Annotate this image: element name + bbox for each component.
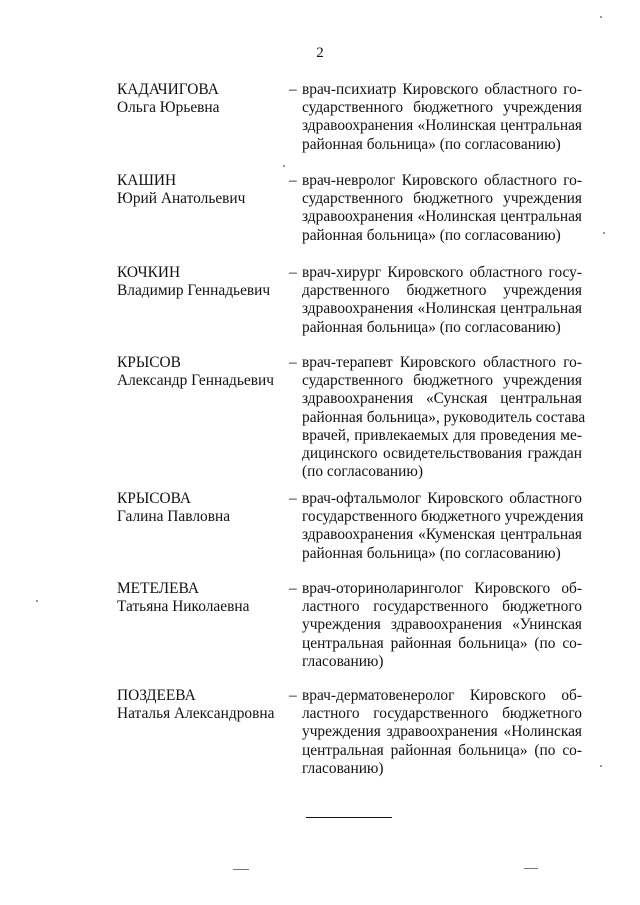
end-of-list-rule [306, 817, 392, 818]
member-entry [117, 264, 607, 337]
member-name [117, 490, 289, 563]
dash-separator: – [289, 354, 297, 371]
scan-speck [36, 600, 38, 602]
position-line: здравоохранения «Куменская центральная [302, 526, 582, 544]
position-line: центральная районная больница» (по со- [302, 634, 582, 652]
member-given-name: Наталья Александровна [117, 705, 275, 723]
member-given-name: Галина Павловна [117, 508, 231, 526]
position-line: районная больница», руководитель состава [302, 408, 586, 426]
member-surname: МЕТЕЛЕВА [117, 580, 199, 597]
position-line: ластного государственного бюджетного [302, 705, 582, 723]
member-name [117, 81, 289, 154]
member-given-name: Татьяна Николаевна [117, 598, 250, 616]
position-line: врач-терапевт Кировского областного го- [302, 354, 582, 371]
position-line: учреждения здравоохранения «Нолинская [302, 723, 582, 741]
position-line: дарственного бюджетного учреждения [302, 282, 582, 300]
position-line: врач-дерматовенеролог Кировского об- [302, 687, 582, 704]
position-line: врач-психиатр Кировского областного го- [302, 81, 582, 98]
scan-speck [600, 16, 602, 18]
page-number: 2 [316, 45, 324, 61]
scan-mark [524, 868, 538, 869]
position-line: врач-оториноларинголог Кировского об- [302, 580, 582, 597]
position-line: сударственного бюджетного учреждения [302, 372, 582, 390]
member-entry [117, 490, 607, 563]
member-entry [117, 172, 607, 245]
dash-separator: – [289, 490, 297, 507]
dash-separator: – [289, 81, 297, 98]
scan-mark [233, 869, 249, 870]
scan-speck [603, 232, 605, 234]
position-line: районная больница» (по согласованию) [302, 318, 561, 336]
member-given-name: Александр Геннадьевич [117, 372, 274, 390]
position-line: врач-офтальмолог Кировского областного [302, 490, 582, 507]
member-surname: КРЫСОВА [117, 490, 192, 507]
scan-speck [283, 165, 285, 167]
member-position [302, 264, 582, 337]
position-line: врач-невролог Кировского областного го- [302, 172, 582, 189]
position-line: государственного бюджетного учреждения [302, 508, 584, 526]
member-given-name: Ольга Юрьевна [117, 99, 220, 117]
member-surname: КАДАЧИГОВА [117, 81, 219, 98]
member-given-name: Владимир Геннадьевич [117, 282, 271, 300]
position-line: здравоохранения «Нолинская центральная [302, 300, 582, 318]
member-position [302, 354, 586, 481]
member-entry [117, 687, 607, 778]
position-line: центральная районная больница» (по со- [302, 741, 582, 759]
member-name [117, 172, 289, 245]
position-line: (по согласованию) [302, 463, 423, 481]
position-line: здравоохранения «Нолинская центральная [302, 117, 582, 135]
member-given-name: Юрий Анатольевич [117, 190, 246, 208]
position-line: врачей, привлекаемых для проведения ме- [302, 426, 582, 444]
member-entry [117, 354, 607, 481]
member-entry [117, 81, 607, 154]
position-line: врач-хирург Кировского областного госу- [302, 264, 582, 281]
position-line: гласованию) [302, 652, 384, 670]
position-line: сударственного бюджетного учреждения [302, 190, 582, 208]
position-line: районная больница» (по согласованию) [302, 544, 561, 562]
position-line: учреждения здравоохранения «Унинская [302, 616, 582, 634]
member-name [117, 580, 289, 671]
dash-separator: – [289, 172, 297, 189]
member-position [302, 81, 582, 154]
dash-separator: – [289, 264, 297, 281]
position-line: сударственного бюджетного учреждения [302, 99, 582, 117]
member-position [302, 687, 582, 778]
member-entry [117, 580, 607, 671]
scan-speck [600, 765, 602, 767]
position-line: здравоохранения «Нолинская центральная [302, 208, 582, 226]
member-surname: КОЧКИН [117, 264, 181, 281]
dash-separator: – [289, 580, 297, 597]
position-line: дицинского освидетельствования граждан [302, 445, 582, 463]
position-line: здравоохранения «Сунская центральная [302, 390, 582, 408]
member-surname: КАШИН [117, 172, 177, 189]
member-name [117, 687, 289, 778]
member-surname: ПОЗДЕЕВА [117, 687, 196, 704]
position-line: гласованию) [302, 759, 384, 777]
member-position [302, 490, 582, 563]
member-name [117, 354, 289, 481]
member-position [302, 580, 582, 671]
member-name [117, 264, 289, 337]
dash-separator: – [289, 687, 297, 704]
position-line: ластного государственного бюджетного [302, 598, 582, 616]
position-line: районная больница» (по согласованию) [302, 226, 561, 244]
member-position [302, 172, 582, 245]
member-surname: КРЫСОВ [117, 354, 181, 371]
position-line: районная больница» (по согласованию) [302, 135, 561, 153]
